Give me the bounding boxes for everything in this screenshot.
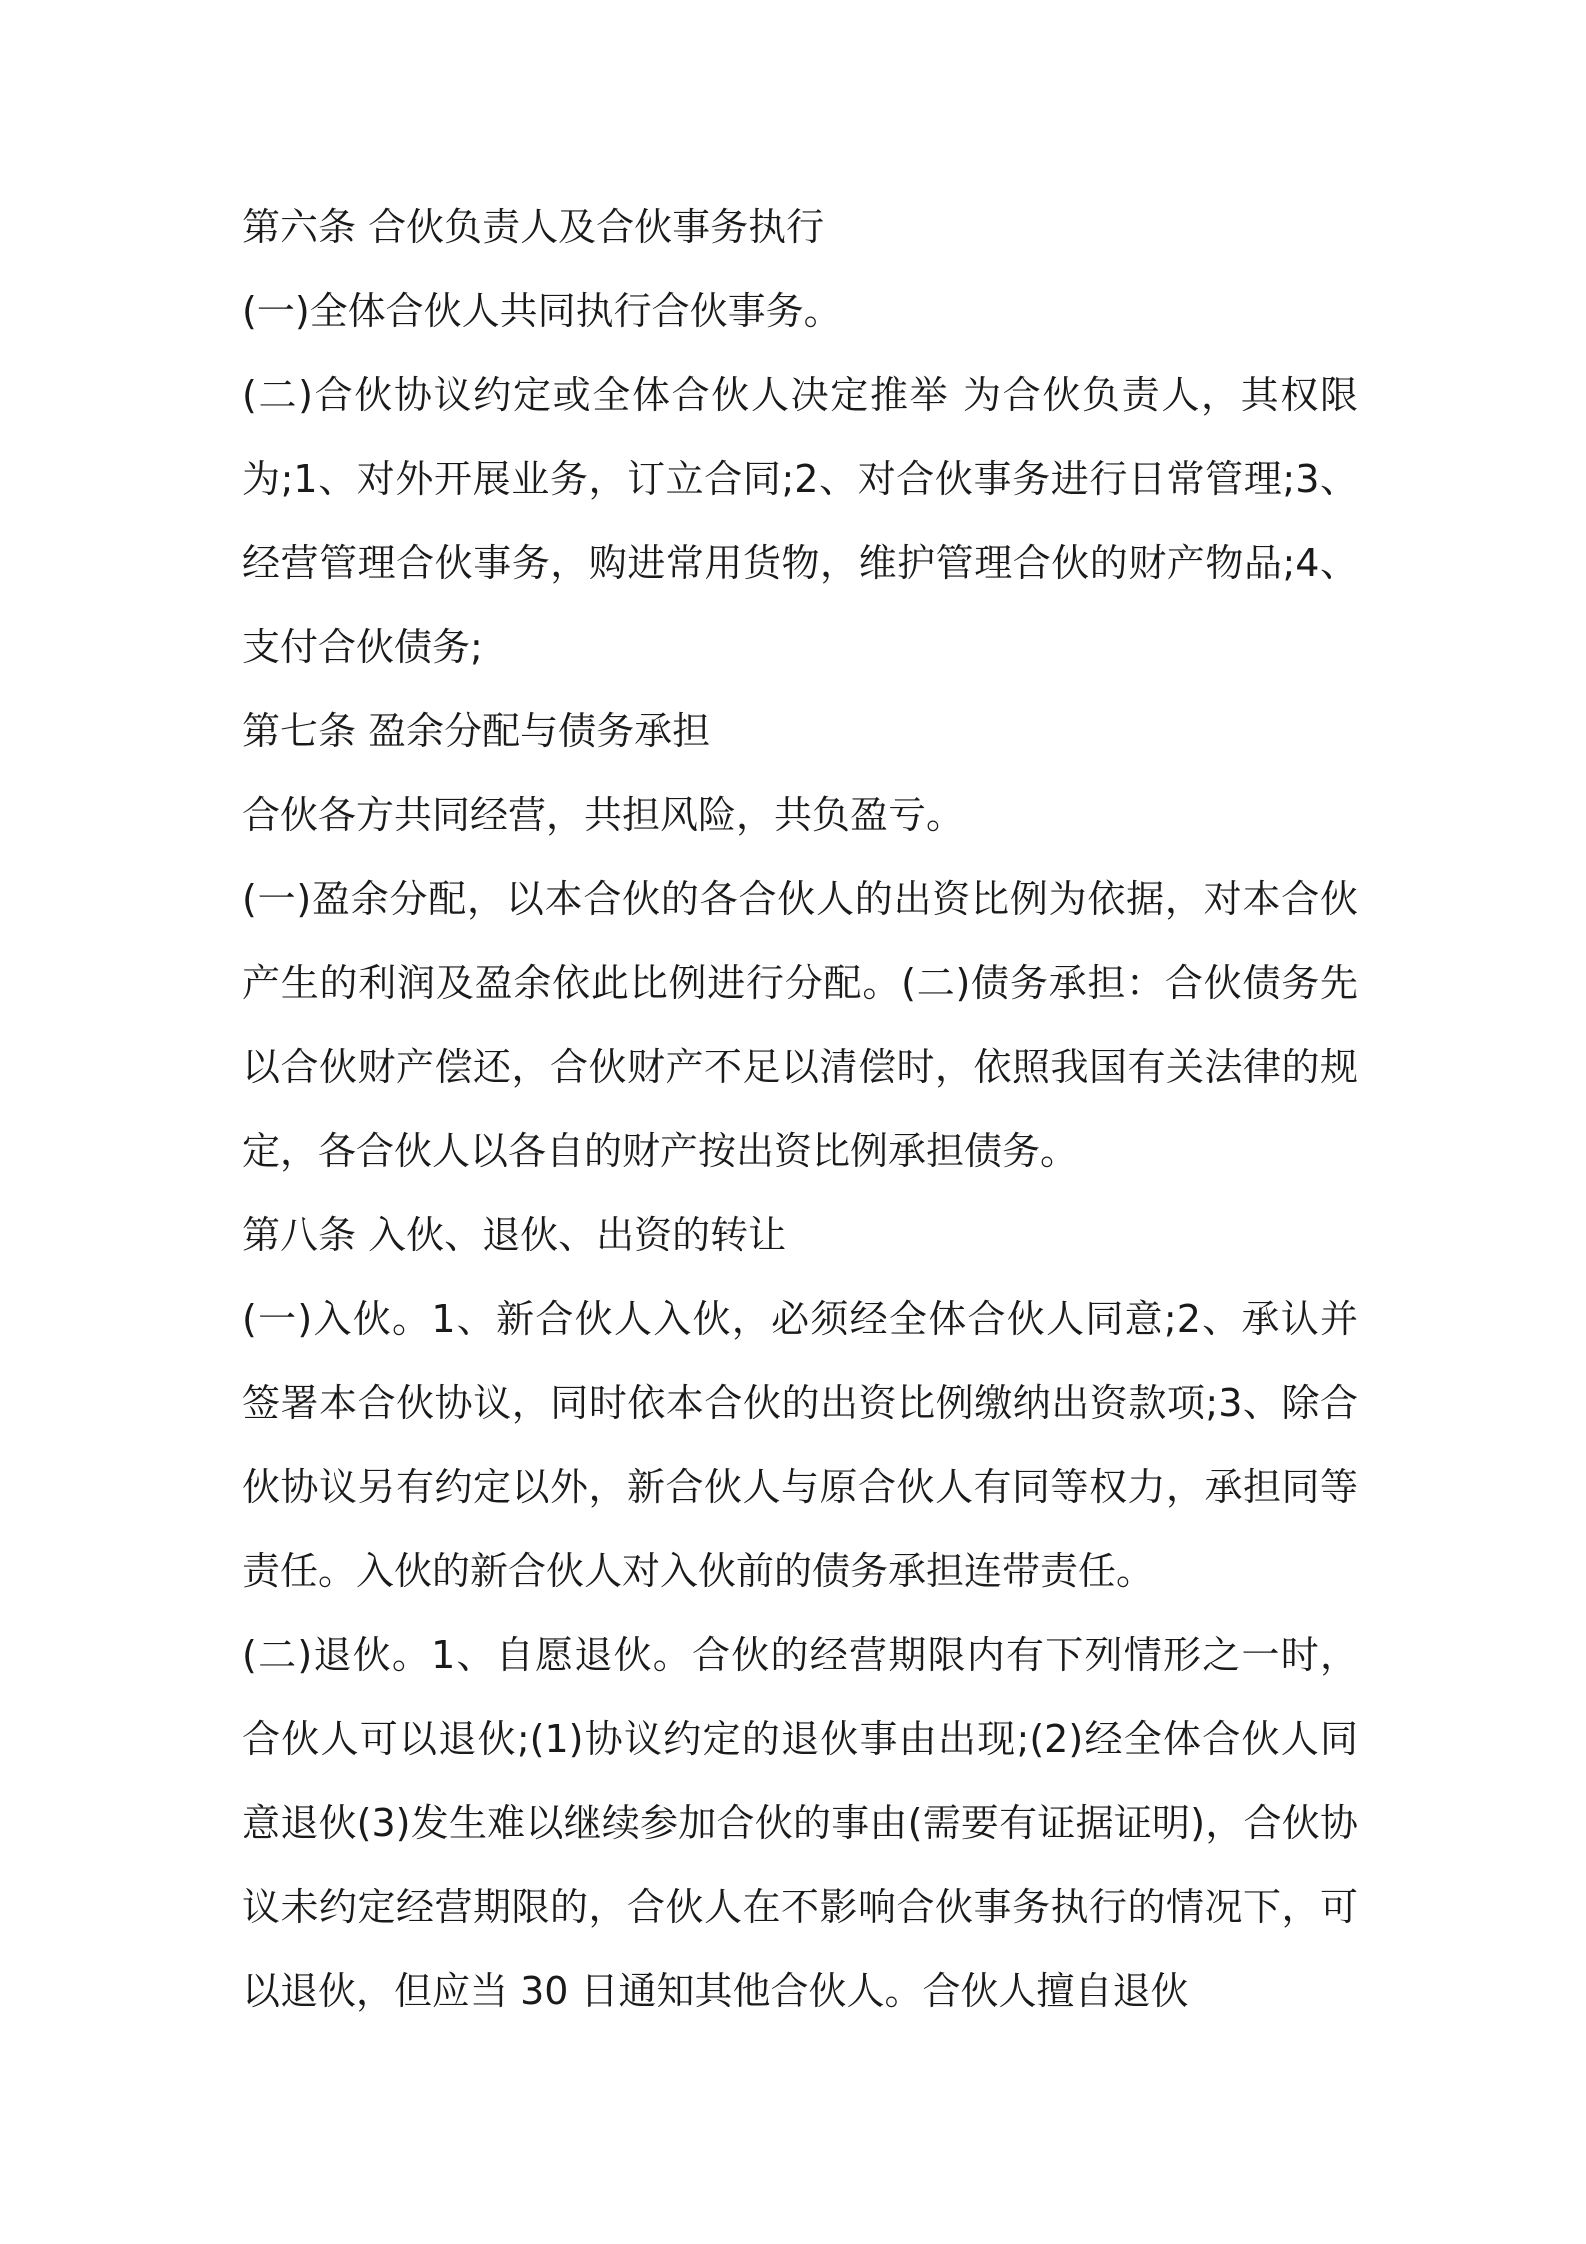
article-8-clause-2: (二)退伙。1、自愿退伙。合伙的经营期限内有下列情形之一时，合伙人可以退伙;(1)协议约定的退伙事由出现;(2)经全体合伙人同意退伙(3)发生难以继续参加合伙的事由(需要有证据证明)，合伙协议未约定经营期限的，合伙人在不影响合伙事务执行的情况下，可以退伙，但应当 30 日通知其他合伙人。合伙人擅自退伙	[242, 1633, 1358, 2013]
article-6-heading: 第六条 合伙负责人及合伙事务执行	[242, 205, 825, 249]
article-8-heading: 第八条 入伙、退伙、出资的转让	[242, 1213, 787, 1257]
article-8-clause-1: (一)入伙。1、新合伙人入伙，必须经全体合伙人同意;2、承认并签署本合伙协议，同时依本合伙的出资比例缴纳出资款项;3、除合伙协议另有约定以外，新合伙人与原合伙人有同等权力，承担同等责任。入伙的新合伙人对入伙前的债务承担连带责任。	[242, 1297, 1358, 1593]
article-7-heading: 第七条 盈余分配与债务承担	[242, 709, 711, 753]
article-7-clauses: (一)盈余分配，以本合伙的各合伙人的出资比例为依据，对本合伙产生的利润及盈余依此比例进行分配。(二)债务承担：合伙债务先以合伙财产偿还，合伙财产不足以清偿时，依照我国有关法律的规定，各合伙人以各自的财产按出资比例承担债务。	[242, 877, 1358, 1173]
article-6-clause-1: (一)全体合伙人共同执行合伙事务。	[242, 289, 842, 333]
article-7-intro: 合伙各方共同经营，共担风险，共负盈亏。	[242, 793, 965, 837]
document-body	[242, 185, 1358, 2033]
article-6-clause-2: (二)合伙协议约定或全体合伙人决定推举 为合伙负责人，其权限为;1、对外开展业务，订立合同;2、对合伙事务进行日常管理;3、经营管理合伙事务，购进常用货物，维护管理合伙的财产物品;4、支付合伙债务;	[242, 373, 1358, 669]
